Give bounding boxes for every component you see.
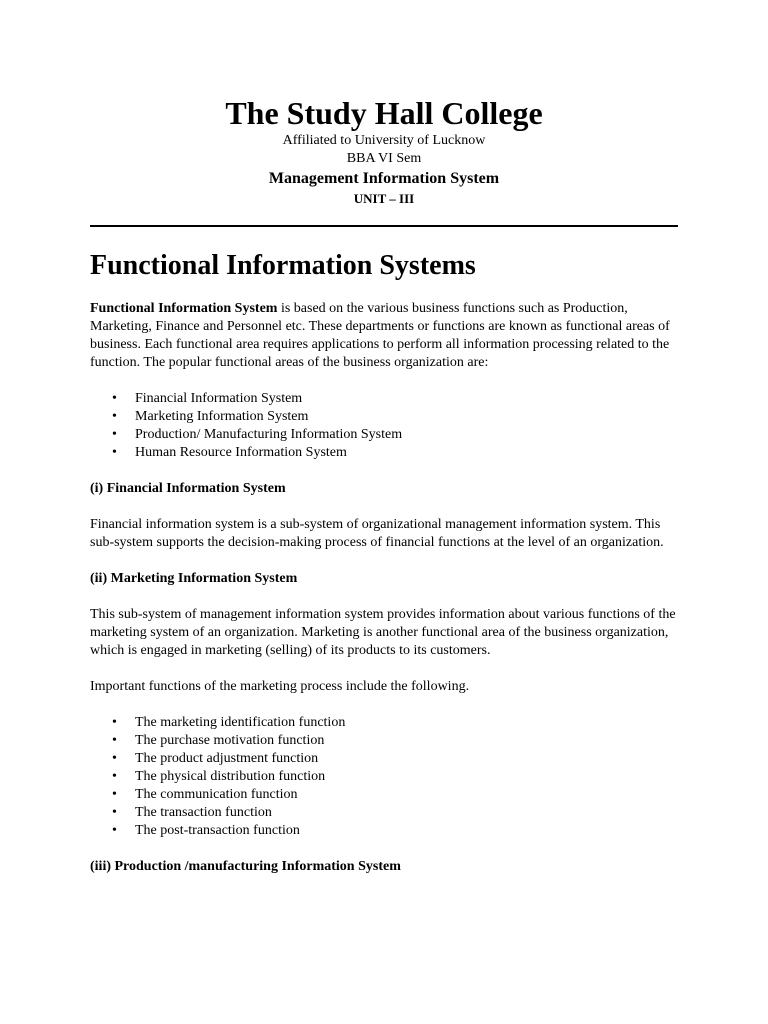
bullet-icon: • — [112, 715, 117, 730]
list-item: • The purchase motivation function — [112, 733, 325, 748]
bullet-icon: • — [112, 787, 117, 802]
section-heading-production: (iii) Production /manufacturing Information System — [90, 859, 401, 874]
list-item: • The post-transaction function — [112, 823, 300, 838]
bullet-icon: • — [112, 391, 117, 406]
marketing-lead-in: Important functions of the marketing process include the following. — [90, 679, 470, 694]
section-text-marketing: This sub-system of management information system provides information about various functions of the marketing system of an organization. Marketing is another functional area of the business organization, which is engaged in marketing (selling) of its products to its customers. — [90, 607, 676, 658]
unit-label: UNIT – III — [353, 191, 415, 206]
bullet-icon: • — [112, 769, 117, 784]
subject-title: Management Information System — [268, 170, 500, 187]
intro-paragraph — [90, 300, 678, 372]
section-text-financial: Financial information system is a sub-system of organizational management information system. This sub-system supports the decision-making process of financial functions at the level of an organization. — [90, 517, 664, 550]
bullet-icon: • — [112, 409, 117, 424]
bullet-icon: • — [112, 751, 117, 766]
main-title: Functional Information Systems — [90, 250, 476, 281]
functional-areas-list — [90, 390, 678, 462]
bullet-icon: • — [112, 427, 117, 442]
list-item: • Production/ Manufacturing Information System — [112, 427, 403, 442]
list-item: • The product adjustment function — [112, 751, 319, 766]
affiliation-line: Affiliated to University of Lucknow — [282, 133, 486, 148]
college-name: The Study Hall College — [225, 95, 543, 131]
list-item: • The transaction function — [112, 805, 272, 820]
list-item: • The physical distribution function — [112, 769, 326, 784]
intro-bold-lead: Functional Information System — [90, 301, 278, 316]
bullet-icon: • — [112, 445, 117, 460]
section-heading-marketing: (ii) Marketing Information System — [90, 571, 298, 586]
marketing-functions-list — [90, 714, 678, 840]
list-item: • The marketing identification function — [112, 715, 346, 730]
bullet-icon: • — [112, 823, 117, 838]
list-item: • The communication function — [112, 787, 298, 802]
header-divider — [90, 225, 678, 227]
list-item: • Marketing Information System — [112, 409, 309, 424]
section-heading-financial: (i) Financial Information System — [90, 481, 286, 496]
bullet-icon: • — [112, 805, 117, 820]
list-item: • Financial Information System — [112, 391, 303, 406]
document-header — [90, 0, 678, 208]
semester-line: BBA VI Sem — [346, 151, 422, 166]
intro-text: is based on the various business functions such as Production, Marketing, Finance and Personnel etc. These departments or functions are known as functional areas of business. Each functional area requires applications to perform all information processing related to the function. The popular functional areas of the business organization are: — [90, 301, 670, 370]
list-item: • Human Resource Information System — [112, 445, 347, 460]
bullet-icon: • — [112, 733, 117, 748]
